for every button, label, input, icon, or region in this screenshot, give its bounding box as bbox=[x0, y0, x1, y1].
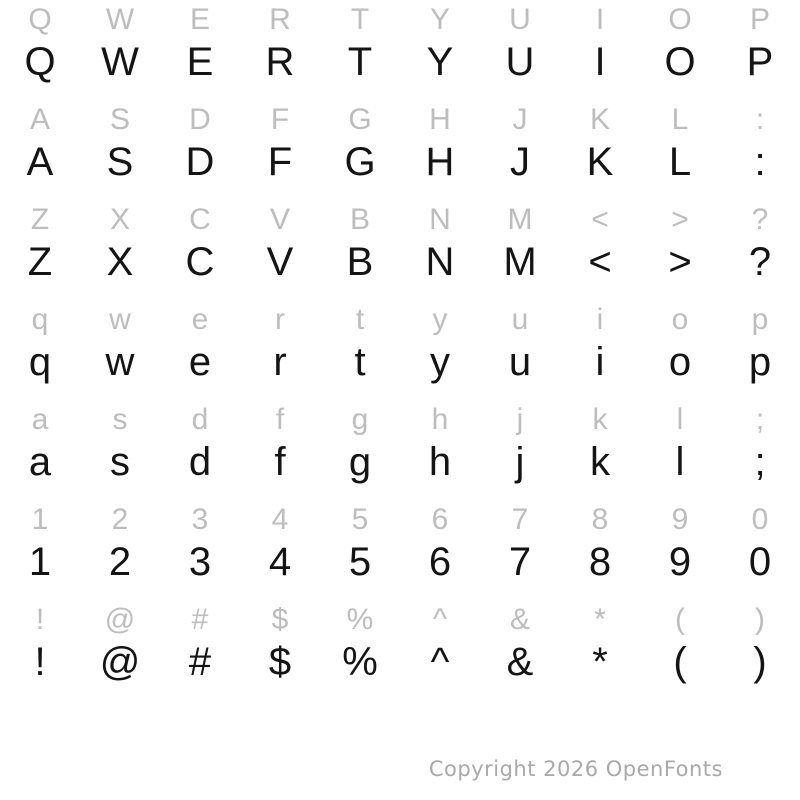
char-black: > bbox=[668, 240, 692, 284]
char-black: A bbox=[26, 140, 54, 184]
char-gray: ? bbox=[751, 203, 769, 236]
char-black: F bbox=[267, 140, 293, 184]
char-black: D bbox=[185, 140, 215, 184]
char-black: o bbox=[668, 340, 692, 384]
char-black: % bbox=[342, 640, 378, 684]
char-black: g bbox=[348, 440, 372, 484]
char-black: f bbox=[274, 440, 286, 484]
char-black: 3 bbox=[188, 540, 212, 584]
char-black: l bbox=[675, 440, 685, 484]
char-black: * bbox=[592, 640, 608, 684]
black-preview-row bbox=[0, 440, 800, 484]
char-black: Y bbox=[426, 40, 454, 84]
char-gray: X bbox=[109, 203, 130, 236]
char-gray: J bbox=[512, 103, 528, 136]
char-gray: ( bbox=[675, 603, 685, 636]
gray-preview-row bbox=[0, 600, 800, 640]
char-black: 9 bbox=[668, 540, 692, 584]
char-black: H bbox=[425, 140, 455, 184]
char-gray: q bbox=[31, 303, 49, 336]
char-black: y bbox=[430, 340, 450, 384]
char-gray: i bbox=[596, 303, 604, 336]
copyright-text: Copyright 2026 OpenFonts bbox=[428, 757, 723, 781]
char-gray: Y bbox=[429, 3, 450, 36]
char-gray: $ bbox=[271, 603, 289, 636]
char-gray: C bbox=[189, 203, 211, 236]
char-gray: 6 bbox=[431, 503, 449, 536]
char-black: W bbox=[101, 40, 139, 84]
char-black: w bbox=[105, 340, 135, 384]
char-black: < bbox=[588, 240, 612, 284]
char-black: 7 bbox=[508, 540, 532, 584]
char-black: G bbox=[344, 140, 376, 184]
char-gray: R bbox=[269, 3, 291, 36]
char-gray: h bbox=[431, 403, 449, 436]
char-gray: N bbox=[429, 203, 451, 236]
char-gray: I bbox=[595, 3, 605, 36]
char-gray: # bbox=[191, 603, 209, 636]
char-black: 1 bbox=[28, 540, 52, 584]
gray-preview-row bbox=[0, 200, 800, 240]
char-gray: l bbox=[676, 403, 684, 436]
gray-preview-row bbox=[0, 100, 800, 140]
char-black: a bbox=[28, 440, 52, 484]
char-black: 6 bbox=[428, 540, 452, 584]
black-preview-row bbox=[0, 240, 800, 284]
char-black: E bbox=[186, 40, 214, 84]
char-black: I bbox=[594, 40, 606, 84]
char-black: ( bbox=[673, 640, 687, 684]
char-black: # bbox=[188, 640, 212, 684]
char-black: Q bbox=[24, 40, 56, 84]
char-gray: M bbox=[507, 203, 533, 236]
black-preview-row bbox=[0, 140, 800, 184]
char-gray: D bbox=[189, 103, 211, 136]
char-gray: u bbox=[511, 303, 529, 336]
char-black: L bbox=[668, 140, 692, 184]
char-gray: F bbox=[270, 103, 290, 136]
char-gray: G bbox=[348, 103, 372, 136]
char-black: t bbox=[354, 340, 366, 384]
char-black: R bbox=[265, 40, 295, 84]
char-black: J bbox=[510, 140, 530, 184]
char-gray: 8 bbox=[591, 503, 609, 536]
char-black: 5 bbox=[348, 540, 372, 584]
char-gray: ^ bbox=[432, 603, 448, 636]
black-preview-row bbox=[0, 340, 800, 384]
char-black: s bbox=[110, 440, 130, 484]
gray-preview-row bbox=[0, 500, 800, 540]
char-gray: < bbox=[591, 203, 609, 236]
gray-preview-row bbox=[0, 300, 800, 340]
char-gray: A bbox=[29, 103, 50, 136]
char-black: 2 bbox=[108, 540, 132, 584]
char-black: @ bbox=[99, 640, 141, 684]
character-row-pair bbox=[0, 400, 800, 500]
char-gray: % bbox=[346, 603, 374, 636]
char-black: K bbox=[586, 140, 614, 184]
char-black: V bbox=[266, 240, 294, 284]
char-gray: d bbox=[191, 403, 209, 436]
char-gray: E bbox=[189, 3, 210, 36]
character-row-pair bbox=[0, 500, 800, 600]
char-gray: o bbox=[671, 303, 689, 336]
char-gray: & bbox=[509, 603, 530, 636]
black-preview-row bbox=[0, 640, 800, 684]
char-gray: j bbox=[516, 403, 524, 436]
char-gray: @ bbox=[104, 603, 136, 636]
char-black: C bbox=[185, 240, 215, 284]
char-gray: t bbox=[355, 303, 365, 336]
char-gray: 9 bbox=[671, 503, 689, 536]
char-black: O bbox=[664, 40, 696, 84]
char-black: S bbox=[106, 140, 134, 184]
char-black: $ bbox=[268, 640, 292, 684]
char-gray: V bbox=[269, 203, 290, 236]
char-black: k bbox=[590, 440, 610, 484]
char-gray: 5 bbox=[351, 503, 369, 536]
char-black: ) bbox=[753, 640, 767, 684]
char-black: 4 bbox=[268, 540, 292, 584]
char-gray: Q bbox=[28, 3, 52, 36]
char-black: e bbox=[188, 340, 212, 384]
char-gray: ! bbox=[35, 603, 45, 636]
char-black: M bbox=[503, 240, 537, 284]
gray-preview-row bbox=[0, 0, 800, 40]
character-row-pair bbox=[0, 600, 800, 700]
char-black: u bbox=[508, 340, 532, 384]
char-gray: > bbox=[671, 203, 689, 236]
char-black: U bbox=[505, 40, 535, 84]
character-row-pair bbox=[0, 100, 800, 200]
char-black: q bbox=[28, 340, 52, 384]
char-gray: k bbox=[592, 403, 608, 436]
char-black: T bbox=[347, 40, 373, 84]
char-gray: 1 bbox=[31, 503, 49, 536]
char-gray: 2 bbox=[111, 503, 129, 536]
char-gray: g bbox=[351, 403, 369, 436]
char-gray: 3 bbox=[191, 503, 209, 536]
char-gray: K bbox=[589, 103, 610, 136]
char-gray: w bbox=[109, 303, 131, 336]
char-gray: P bbox=[749, 3, 770, 36]
char-gray: r bbox=[275, 303, 285, 336]
char-black: Z bbox=[27, 240, 53, 284]
char-black: j bbox=[515, 440, 525, 484]
char-gray: W bbox=[105, 3, 135, 36]
char-black: & bbox=[506, 640, 534, 684]
char-black: : bbox=[754, 140, 766, 184]
char-black: B bbox=[346, 240, 374, 284]
char-gray: 7 bbox=[511, 503, 529, 536]
char-gray: 0 bbox=[751, 503, 769, 536]
char-black: X bbox=[106, 240, 134, 284]
char-gray: a bbox=[31, 403, 49, 436]
char-black: 0 bbox=[748, 540, 772, 584]
char-black: P bbox=[746, 40, 774, 84]
char-black: h bbox=[428, 440, 452, 484]
character-row-pair bbox=[0, 300, 800, 400]
char-gray: : bbox=[755, 103, 765, 136]
char-black: ^ bbox=[430, 640, 450, 684]
black-preview-row bbox=[0, 540, 800, 584]
char-gray: B bbox=[349, 203, 370, 236]
char-gray: f bbox=[275, 403, 285, 436]
char-gray: Z bbox=[30, 203, 50, 236]
char-black: r bbox=[273, 340, 287, 384]
char-black: p bbox=[748, 340, 772, 384]
char-gray: H bbox=[429, 103, 451, 136]
character-row-pair bbox=[0, 0, 800, 100]
char-gray: y bbox=[432, 303, 448, 336]
char-gray: p bbox=[751, 303, 769, 336]
char-gray: e bbox=[191, 303, 209, 336]
char-gray: ; bbox=[755, 403, 765, 436]
char-gray: U bbox=[509, 3, 531, 36]
char-black: ? bbox=[748, 240, 772, 284]
char-black: 8 bbox=[588, 540, 612, 584]
char-gray: s bbox=[112, 403, 128, 436]
char-gray: 4 bbox=[271, 503, 289, 536]
gray-preview-row bbox=[0, 400, 800, 440]
char-gray: O bbox=[668, 3, 692, 36]
black-preview-row bbox=[0, 40, 800, 84]
character-row-pair bbox=[0, 200, 800, 300]
char-black: N bbox=[425, 240, 455, 284]
char-black: d bbox=[188, 440, 212, 484]
char-black: ; bbox=[754, 440, 766, 484]
char-black: i bbox=[595, 340, 605, 384]
char-gray: ) bbox=[755, 603, 765, 636]
char-gray: S bbox=[109, 103, 130, 136]
char-gray: * bbox=[594, 603, 606, 636]
char-black: ! bbox=[34, 640, 46, 684]
char-gray: T bbox=[350, 3, 370, 36]
char-gray: L bbox=[671, 103, 689, 136]
